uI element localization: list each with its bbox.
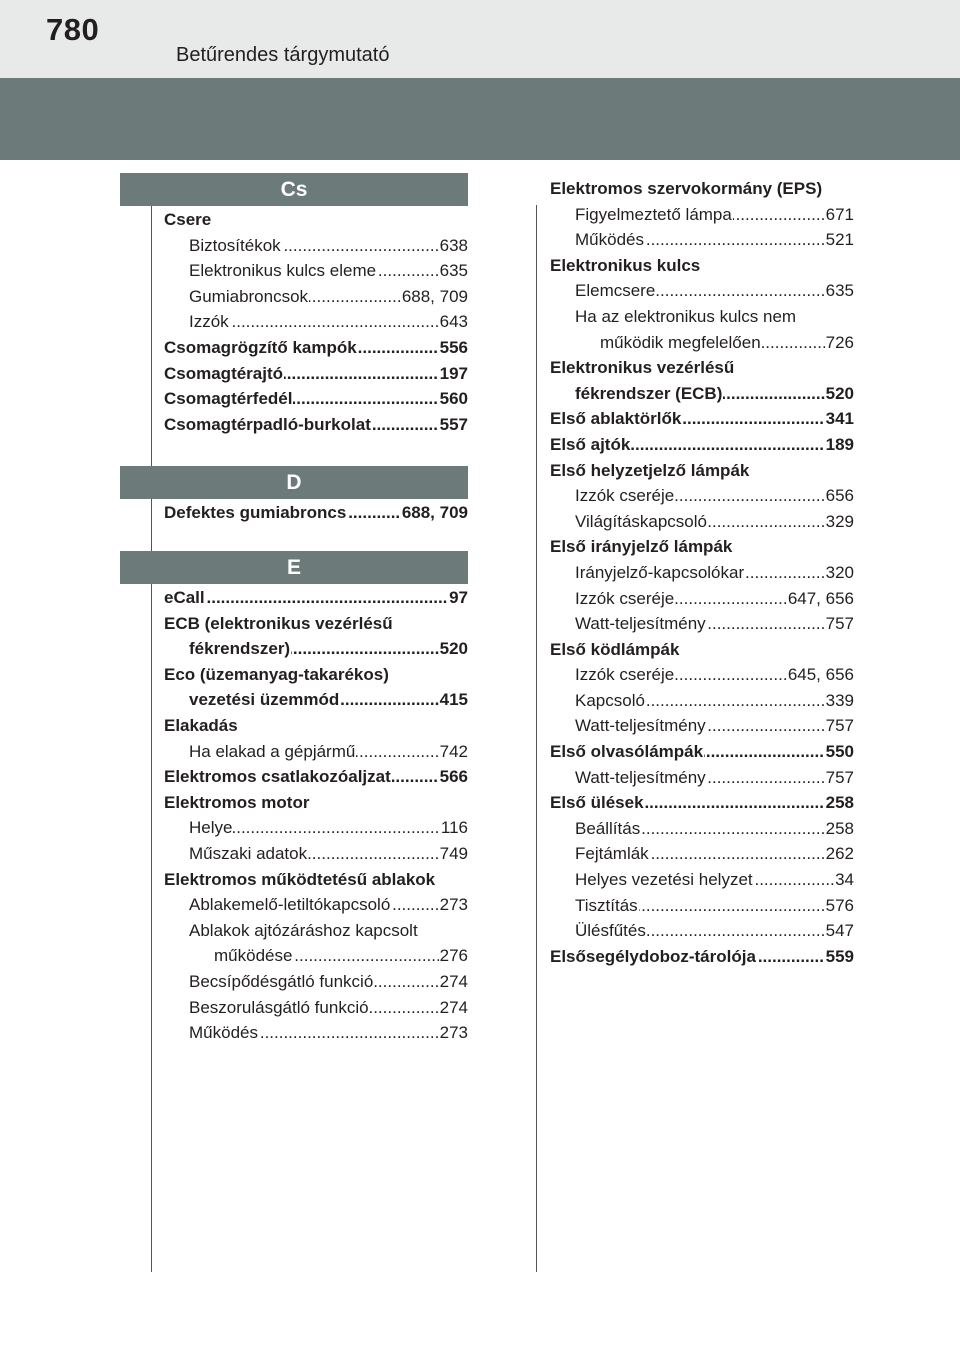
index-entry (550, 227, 854, 253)
index-entry-page: 274 (439, 995, 468, 1021)
index-entry (164, 841, 468, 867)
index-entry-page: 274 (439, 969, 468, 995)
index-entry-page: 560 (439, 386, 468, 412)
index-entry-term: Izzók (189, 312, 229, 332)
dot-leader (164, 585, 468, 611)
index-entry-page: 757 (825, 713, 854, 739)
index-entry (550, 483, 854, 509)
index-entry (164, 361, 468, 387)
index-entry-term: Fejtámlák (575, 844, 649, 864)
index-entry-page: 726 (825, 330, 854, 356)
index-entry (164, 892, 468, 918)
index-entry-term: Műszaki adatok (189, 843, 308, 863)
index-entry-term: Watt-teljesítmény (575, 767, 706, 787)
index-entry (164, 500, 468, 526)
index-entry-term: Csomagrögzítő kampók (164, 337, 357, 357)
index-entry-term: Világításkapcsoló (575, 511, 707, 531)
index-entry (550, 713, 854, 739)
index-entry-term: Izzók cseréje (575, 588, 675, 608)
index-entry-term: Izzók cseréje (575, 486, 675, 506)
index-entry-term: vezetési üzemmód (189, 690, 340, 710)
index-entry-term: Elektromos csatlakozóaljzat (164, 767, 391, 787)
index-entry (164, 815, 468, 841)
index-entry (550, 355, 854, 381)
index-entry-term: Eco (üzemanyag-takarékos) (164, 664, 389, 684)
index-entry-page: 559 (825, 944, 854, 970)
index-entry-term: Figyelmeztető lámpa (575, 204, 732, 224)
index-entry-term: Elemcsere (575, 281, 656, 301)
index-entry (550, 662, 854, 688)
index-entry-page: 276 (439, 943, 468, 969)
index-entry (550, 688, 854, 714)
index-entry-term: fékrendszer (ECB) (575, 383, 723, 403)
index-entry-page: 520 (439, 636, 468, 662)
index-entry (550, 739, 854, 765)
index-entry-term: Első ködlámpák (550, 639, 680, 659)
index-entry (164, 258, 468, 284)
index-entry-page: 638 (439, 233, 468, 259)
index-entry-term: Ha az elektronikus kulcs nem (575, 306, 797, 326)
index-entry (164, 335, 468, 361)
index-entry (164, 412, 468, 438)
index-entry (550, 202, 854, 228)
index-entry-term: Működés (575, 230, 644, 250)
index-entry (550, 176, 854, 202)
index-entry-term: Helyes vezetési helyzet (575, 870, 753, 890)
index-entry-term: Elektromos motor (164, 792, 310, 812)
index-entry-page: 521 (825, 227, 854, 253)
index-entry-term: Első ablaktörlők (550, 409, 682, 429)
index-entry-page: 97 (448, 585, 468, 611)
index-entry (164, 713, 468, 739)
index-entry (164, 1020, 468, 1046)
index-entry (550, 534, 854, 560)
index-list-right-column (550, 176, 854, 969)
index-entry-page: 34 (834, 867, 854, 893)
index-entry (550, 918, 854, 944)
index-entry-term: Elektronikus vezérlésű (550, 358, 735, 378)
index-entry-term: Csere (164, 210, 212, 229)
index-entry-page: 329 (825, 509, 854, 535)
index-entry-page: 557 (439, 412, 468, 438)
section-heading-d: D (120, 466, 468, 499)
index-entry (164, 867, 468, 893)
index-entry-term: Defektes gumiabroncs (164, 503, 347, 522)
index-entry-term: működése (214, 946, 293, 966)
index-entry-page: 635 (825, 278, 854, 304)
index-entry-page: 656 (825, 483, 854, 509)
index-entry-page: 688, 709 (401, 500, 468, 526)
index-entry-term: Elakadás (164, 715, 238, 735)
index-entry (550, 381, 854, 407)
index-list-cs (164, 207, 468, 437)
index-entry (164, 611, 468, 637)
index-entry-term: Ülésfűtés (575, 921, 646, 941)
index-entry (550, 330, 854, 356)
index-entry-term: Első olvasólámpák (550, 742, 704, 762)
index-entry-term: Elektromos szervokormány (EPS) (550, 179, 823, 198)
index-entry-page: 576 (825, 893, 854, 919)
index-entry-term: Ablakok ajtózáráshoz kapcsolt (189, 920, 418, 940)
index-entry (164, 687, 468, 713)
index-entry-term: eCall (164, 588, 205, 607)
index-entry (550, 637, 854, 663)
index-entry-page: 556 (439, 335, 468, 361)
index-entry (550, 278, 854, 304)
index-entry (550, 586, 854, 612)
index-entry (550, 509, 854, 535)
index-entry (164, 636, 468, 662)
index-entry-page: 566 (439, 764, 468, 790)
index-entry (164, 662, 468, 688)
index-entry-term: Működés (189, 1023, 258, 1043)
index-entry-page: 116 (440, 815, 468, 841)
index-entry (164, 969, 468, 995)
index-entry (550, 458, 854, 484)
index-entry-page: 742 (439, 739, 468, 765)
page-number: 780 (46, 12, 100, 47)
index-entry-page: 320 (825, 560, 854, 586)
index-entry-page: 258 (825, 816, 854, 842)
index-entry-term: Biztosítékok (189, 235, 281, 255)
index-entry-term: Helye (189, 818, 233, 838)
index-entry (550, 790, 854, 816)
index-entry-page: 643 (439, 309, 468, 335)
index-entry-page: 647, 656 (787, 586, 854, 612)
index-entry-term: Ha elakad a gépjármű (189, 741, 356, 761)
index-entry-term: Első ajtók (550, 434, 631, 454)
index-entry-page: 262 (825, 841, 854, 867)
index-list-e (164, 585, 468, 1046)
index-entry (550, 841, 854, 867)
index-entry-page: 415 (439, 687, 468, 713)
index-entry (164, 233, 468, 259)
index-entry-page: 688, 709 (401, 284, 468, 310)
index-entry-term: Elsősegélydoboz-tárolója (550, 946, 756, 966)
index-entry (550, 611, 854, 637)
index-entry-page: 547 (825, 918, 854, 944)
index-entry (550, 893, 854, 919)
index-entry (164, 764, 468, 790)
index-entry-term: Kapcsoló (575, 690, 645, 710)
index-entry-term: Elektronikus kulcs eleme (189, 261, 377, 281)
index-entry (164, 207, 468, 233)
dot-leader (189, 309, 468, 335)
index-entry (550, 432, 854, 458)
index-entry-page: 757 (825, 765, 854, 791)
index-entry-page: 273 (439, 892, 468, 918)
index-entry (164, 995, 468, 1021)
section-heading-cs: Cs (120, 173, 468, 206)
index-entry-term: Beállítás (575, 818, 641, 838)
index-entry-term: Csomagtérpadló-burkolat (164, 414, 371, 434)
index-entry (164, 386, 468, 412)
running-title: Betűrendes tárgymutató (176, 44, 390, 66)
index-entry (550, 765, 854, 791)
index-entry-term: fékrendszer) (189, 639, 291, 659)
index-entry-term: Ablakemelő-letiltókapcsoló (189, 895, 391, 915)
index-entry (164, 585, 468, 611)
index-entry-term: Elektronikus kulcs (550, 255, 701, 275)
index-entry-term: működik megfelelően (600, 332, 761, 352)
index-entry-term: Csomagtérajtó (164, 363, 284, 383)
index-entry-page: 273 (439, 1020, 468, 1046)
index-entry-term: ECB (elektronikus vezérlésű (164, 613, 393, 633)
index-entry-page: 258 (825, 790, 854, 816)
index-entry (164, 918, 468, 944)
index-entry-page: 749 (439, 841, 468, 867)
index-entry (164, 739, 468, 765)
index-entry (164, 284, 468, 310)
section-heading-e: E (120, 551, 468, 584)
index-entry (164, 943, 468, 969)
index-entry-page: 757 (825, 611, 854, 637)
index-entry (550, 867, 854, 893)
index-entry-page: 520 (825, 381, 854, 407)
index-entry-term: Beszorulásgátló funkció (189, 997, 369, 1017)
index-entry (550, 304, 854, 330)
index-entry (550, 560, 854, 586)
index-entry-page: 635 (439, 258, 468, 284)
index-entry-term: Első helyzetjelző lámpák (550, 460, 750, 480)
index-entry-term: Irányjelző-kapcsolókar (575, 562, 745, 582)
column-rule-left (151, 205, 152, 1272)
index-entry (550, 816, 854, 842)
index-entry-page: 550 (825, 739, 854, 765)
index-entry-term: Tisztítás (575, 895, 638, 915)
index-entry-term: Watt-teljesítmény (575, 614, 706, 634)
index-entry (550, 406, 854, 432)
index-entry-page: 645, 656 (787, 662, 854, 688)
index-entry (550, 253, 854, 279)
index-entry (164, 309, 468, 335)
index-entry-term: Izzók cseréje (575, 665, 675, 685)
index-entry-page: 671 (825, 202, 854, 228)
index-entry-term: Csomagtérfedél (164, 389, 293, 409)
column-rule-middle (536, 205, 537, 1272)
index-entry-term: Watt-teljesítmény (575, 716, 706, 736)
index-entry-term: Első ülések (550, 793, 644, 813)
index-entry-page: 197 (439, 361, 468, 387)
index-entry-term: Első irányjelző lámpák (550, 537, 733, 557)
index-entry (550, 944, 854, 970)
index-entry-term: Gumiabroncsok (189, 286, 309, 306)
index-entry-term: Elektromos működtetésű ablakok (164, 869, 436, 889)
index-entry-page: 189 (825, 432, 854, 458)
index-list-d (164, 500, 468, 526)
index-entry-term: Becsípődésgátló funkció (189, 971, 374, 991)
index-entry-page: 339 (825, 688, 854, 714)
header-title-strip (0, 0, 960, 78)
index-entry (164, 790, 468, 816)
index-entry-page: 341 (825, 406, 854, 432)
